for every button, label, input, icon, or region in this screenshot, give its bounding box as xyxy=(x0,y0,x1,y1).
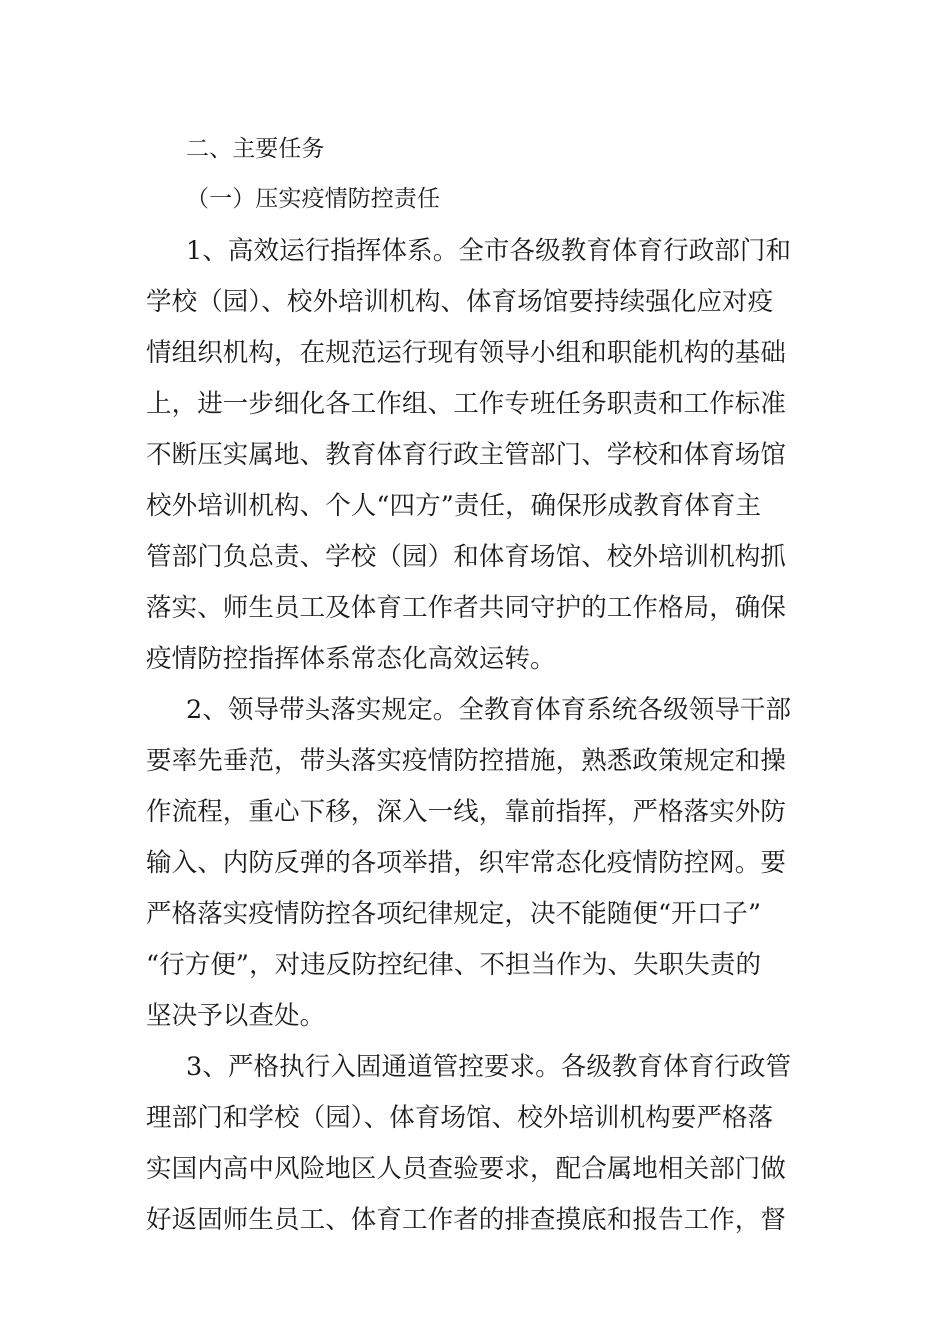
paragraph-2-line-7: 坚决予以查处。 xyxy=(146,1001,326,1031)
subsection-heading: （一）压实疫情防控责任 xyxy=(186,186,441,212)
paragraph-1-line-8: 落实、师生员工及体育工作者共同守护的工作格局，确保 xyxy=(146,593,787,623)
paragraph-1-line-7: 管部门负总责、学校（园）和体育场馆、校外培训机构抓 xyxy=(146,542,787,572)
paragraph-3-line-3: 实国内高中风险地区人员查验要求，配合属地相关部门做 xyxy=(146,1154,787,1184)
section-heading: 二、主要任务 xyxy=(186,136,325,162)
paragraph-1-line-6: 校外培训机构、个人“四方”责任，确保形成教育体育主 xyxy=(146,491,762,521)
paragraph-1-line-4: 上，进一步细化各工作组、工作专班任务职责和工作标准 xyxy=(146,389,787,419)
paragraph-2-line-5: 严格落实疫情防控各项纪律规定，决不能随便“开口子” xyxy=(146,899,762,929)
paragraph-1-line-5: 不断压实属地、教育体育行政主管部门、学校和体育场馆 xyxy=(146,440,787,470)
paragraph-1-line-1: 1、高效运行指挥体系。全市各级教育体育行政部门和 xyxy=(186,236,792,266)
paragraph-2-line-6: “行方便”，对违反防控纪律、不担当作为、失职失责的 xyxy=(146,950,762,980)
paragraph-3-line-1: 3、严格执行入固通道管控要求。各级教育体育行政管 xyxy=(186,1052,792,1082)
paragraph-2-line-2: 要率先垂范，带头落实疫情防控措施，熟悉政策规定和操 xyxy=(146,746,787,776)
paragraph-2-line-4: 输入、内防反弹的各项举措，织牢常态化疫情防控网。要 xyxy=(146,848,787,878)
paragraph-2-line-1: 2、领导带头落实规定。全教育体育系统各级领导干部 xyxy=(186,695,792,725)
paragraph-1-line-2: 学校（园）、校外培训机构、体育场馆要持续强化应对疫 xyxy=(146,287,774,317)
paragraph-2-line-3: 作流程，重心下移，深入一线，靠前指挥，严格落实外防 xyxy=(146,797,787,827)
paragraph-1-line-9: 疫情防控指挥体系常态化高效运转。 xyxy=(146,644,556,674)
paragraph-1-line-3: 情组织机构，在规范运行现有领导小组和职能机构的基础 xyxy=(146,338,787,368)
paragraph-3-line-2: 理部门和学校（园）、体育场馆、校外培训机构要严格落 xyxy=(146,1103,774,1133)
paragraph-3-line-4: 好返固师生员工、体育工作者的排查摸底和报告工作，督 xyxy=(146,1205,787,1235)
